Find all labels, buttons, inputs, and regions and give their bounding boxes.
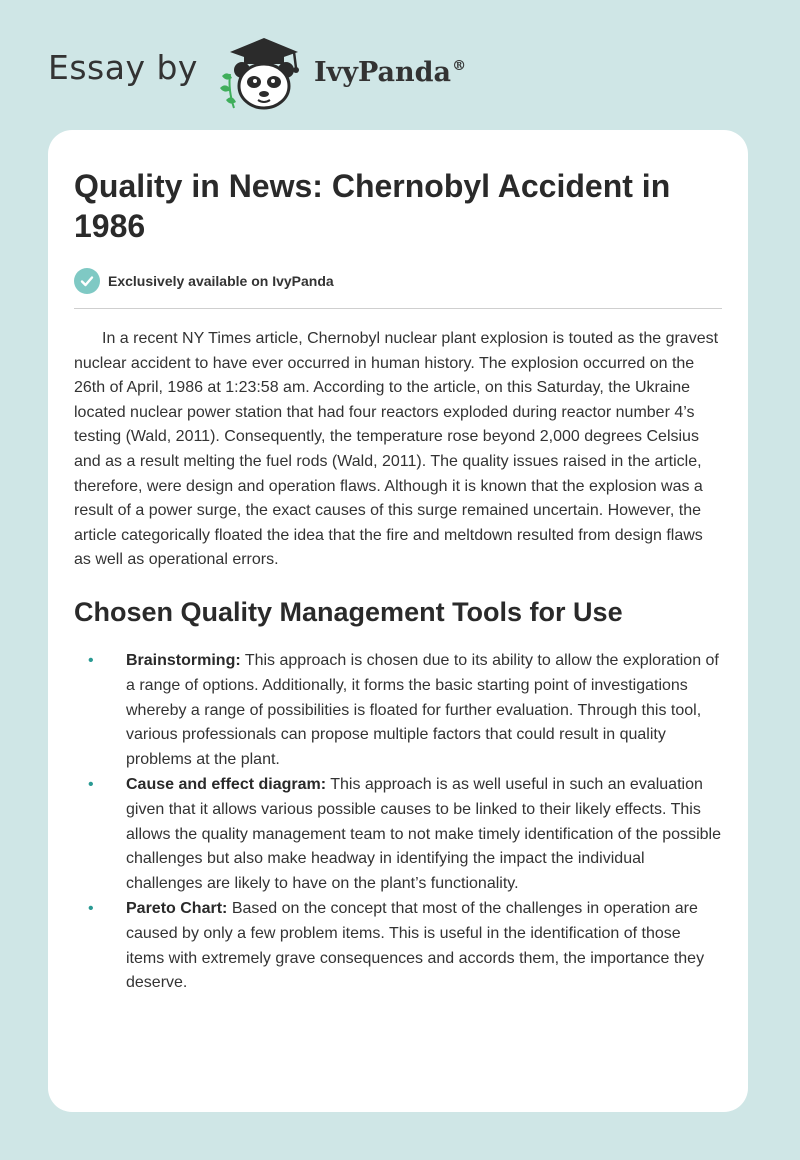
list-item-term: Brainstorming: xyxy=(126,651,241,669)
list-item xyxy=(74,897,722,996)
brand-header xyxy=(48,30,466,110)
list-item-text: This approach is as well useful in such an evaluation given that it allows various possible causes to be linked to their likely effects. This allows the quality management team to not make timely identification of the possible challenges but also make headway in identifying the impact the individual challenges are likely to have on the plant’s functionality. xyxy=(126,775,721,893)
exclusive-badge xyxy=(74,268,722,294)
page-title: Quality in News: Chernobyl Accident in 1986 xyxy=(74,168,671,244)
list-item-text: Based on the concept that most of the challenges in operation are caused by only a few problem items. This is useful in the identification of those items with extremely grave consequences and accords them, the importance they deserve. xyxy=(126,899,705,992)
essay-card xyxy=(48,130,748,1112)
tools-list xyxy=(74,649,722,996)
list-item xyxy=(74,649,722,773)
bullet-icon: • xyxy=(88,651,94,669)
bullet-icon: • xyxy=(88,775,94,793)
list-item-term: Pareto Chart: xyxy=(126,899,228,917)
brand-prefix: Essay by xyxy=(48,47,198,87)
registered-mark: ® xyxy=(452,57,467,74)
badge-text: Exclusively available on IvyPanda xyxy=(108,273,334,289)
intro-paragraph: In a recent NY Times article, Chernobyl nuclear plant explosion is touted as the gravest nuclear accident to have ever occurred in human history. The explosion occurred on the 26th of April, 1986 at 1:23:58 am. According to the article, on this Saturday, the Ukraine located nuclear power station that had four reactors exploded during reactor number 4’s testing (Wald, 2011). Consequently, the temperature rose beyond 2,000 degrees Celsius and as a result melting the fuel rods (Wald, 2011). The quality issues raised in the article, therefore, were design and operation flaws. Although it is known that the explosion was a result of a power surge, the exact causes of this surge remained uncertain. However, the article categorically floated the idea that the fire and meltdown resulted from design flaws as well as operational errors. xyxy=(74,330,719,569)
ivypanda-logo-icon[interactable] xyxy=(214,30,310,110)
brand-name[interactable] xyxy=(314,57,466,88)
divider xyxy=(74,308,722,309)
list-item-term: Cause and effect diagram: xyxy=(126,775,327,793)
list-item-text: This approach is chosen due to its ability to allow the exploration of a range of options. Additionally, it forms the basic starting point of investigations whereby a range of possibilities is floated for further evaluation. Through this tool, various professionals can propose multiple factors that could result in quality problems at the plant. xyxy=(126,651,719,769)
bullet-icon: • xyxy=(88,899,94,917)
section-heading: Chosen Quality Management Tools for Use xyxy=(74,596,623,627)
check-icon xyxy=(74,268,100,294)
brand-name-text: IvyPanda xyxy=(313,56,452,88)
list-item xyxy=(74,773,722,897)
